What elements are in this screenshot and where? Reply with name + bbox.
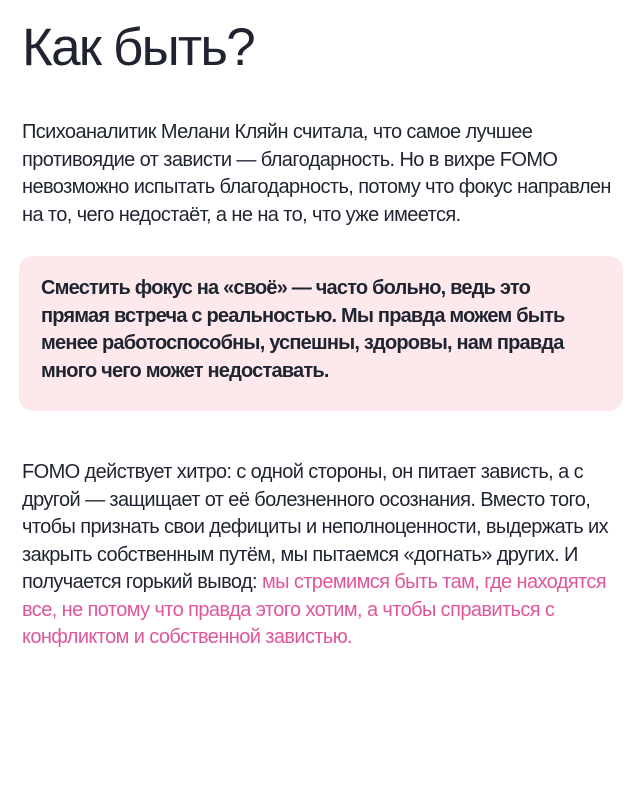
body-paragraph bbox=[22, 459, 616, 652]
highlight-callout: Сместить фокус на «своё» — часто больно, ведь это прямая встреча с реальностью. Мы правда можем быть менее работоспособны, успешны, здоровы, нам правда много чего может недоставать. bbox=[19, 256, 623, 411]
accent-text: мы стремимся быть там, где находятся все, не потому что правда этого хотим, а чтобы справиться с конфликтом и собственной завистью. bbox=[22, 571, 607, 648]
page-title: Как быть? bbox=[22, 18, 254, 77]
intro-paragraph: Психоаналитик Мелани Кляйн считала, что самое лучшее противоядие от зависти — благодарность. Но в вихре FOMO невозможно испытать благодарность, потому что фокус направлен на то, чего недостаёт, а не на то, что уже имеется. bbox=[22, 121, 611, 226]
body-text: FOMO действует хитро: с одной стороны, он питает зависть, а с другой — защищает от её болезненного осознания. Вместо того, чтобы признать свои дефициты и неполноценности, выдержать их закрыть собственным путём, мы пытаемся «догнать» других. И получается горький вывод: bbox=[22, 461, 608, 593]
